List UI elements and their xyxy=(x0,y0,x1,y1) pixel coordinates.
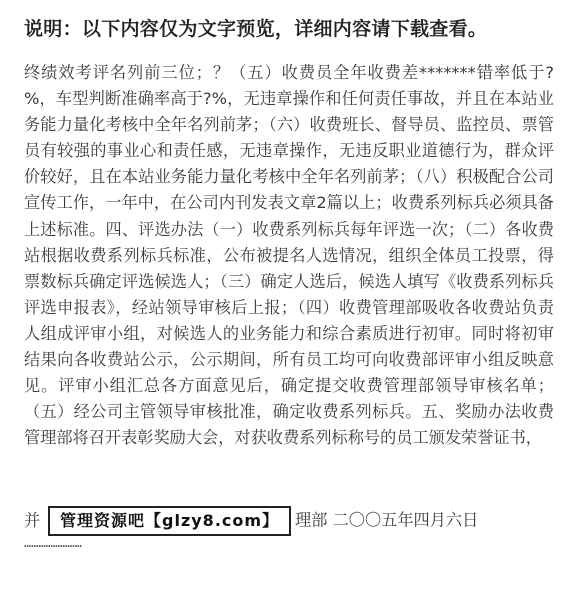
document-footer-line xyxy=(24,506,554,536)
watermark-badge: 管理资源吧【glzy8.com】 xyxy=(48,506,291,536)
footer-prefix-text: 并 xyxy=(24,510,41,530)
document-body-text: 终绩效考评名列前三位；？（五）收费员全年收费差*******错率低于?%，车型判断准确率高于?%，无违章操作和任何责任事故，并且在本站业务能力量化考核中全年名列前茅；（六）收费班长、督导员、监控员、票管员有较强的事业心和责任感，无违章操作，无违反职业道德行为，群众评价较好，且在本站业务能力量化考核中全年名列前茅；（八）积极配合公司宣传工作，一年中，在公司内刊发表文章2篇以上；收费系列标兵必须具备上述标准。四、评选办法（一）收费系列标兵每年评选一次；（二）各收费站根据收费系列标兵标准，公布被提名人选情况，组织全体员工投票，得票数标兵确定评选候选人；（三）确定人选后，候选人填写《收费系列标兵评选申报表》，经站领导审核后上报；（四）收费管理部吸收各收费站负责人组成评审小组，对候选人的业务能力和综合素质进行初审。同时将初审结果向各收费站公示，公示期间，所有员工均可向收费部评审小组反映意见。评审小组汇总各方面意见后，确定提交收费管理部领导审核名单；（五）经公司主管领导审核批准，确定收费系列标兵。五、奖励办法收费管理部将召开表彰奖励大会，对获收费系列标称号的员工颁发荣誉证书， xyxy=(24,63,554,448)
footer-date-text: 理部 二〇〇五年四月六日 xyxy=(295,510,479,530)
ellipsis-dots: …………………… xyxy=(24,536,82,550)
preview-notice-heading: 说明：以下内容仅为文字预览，详细内容请下载查看。 xyxy=(24,18,488,40)
